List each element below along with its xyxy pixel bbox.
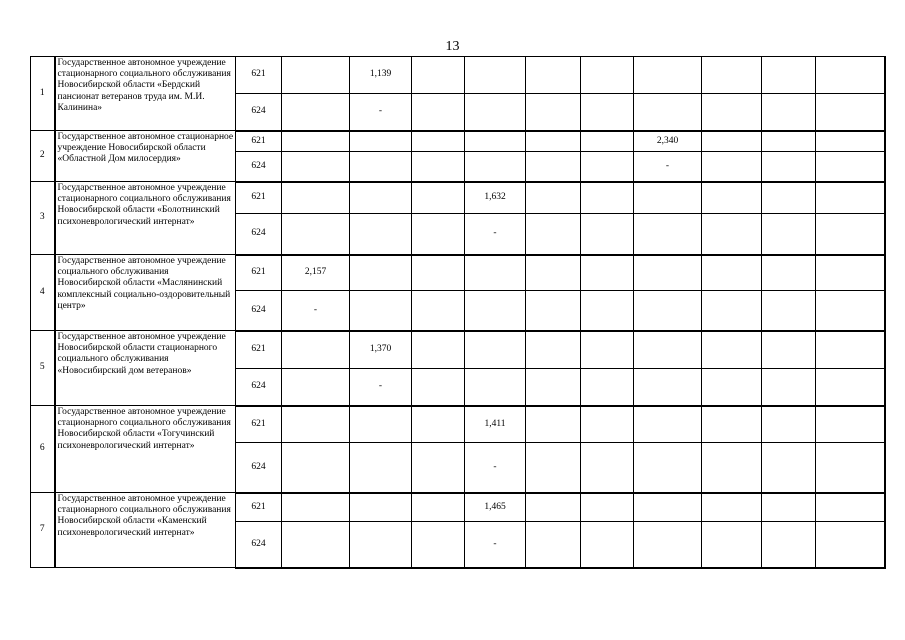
expense-code: 621 [236,131,282,152]
value-cell [282,152,350,182]
value-cell: - [634,152,702,182]
value-cell: - [350,369,412,406]
value-cell [634,369,702,406]
value-cell [465,131,526,152]
value-cell [526,522,581,568]
row-number: 4 [31,255,55,331]
value-cell [762,182,816,214]
value-cell [702,493,762,522]
value-cell [282,406,350,443]
value-cell [465,255,526,291]
table-row [31,131,885,152]
table-row [31,182,885,214]
value-cell [526,291,581,331]
value-cell [526,331,581,369]
value-cell [702,214,762,255]
value-cell [702,131,762,152]
value-cell [465,369,526,406]
table-row [31,331,885,369]
value-cell: 1,139 [350,57,412,94]
value-cell [412,406,465,443]
expense-code: 624 [236,369,282,406]
value-cell [412,214,465,255]
value-cell [282,331,350,369]
value-cell [702,369,762,406]
value-cell: - [465,214,526,255]
institution-name: Государственное автономное учреждение стационарного социального обслуживания Новосибирской области «Каменский психоневрологический интернат» [55,493,236,568]
value-cell [762,406,816,443]
value-cell: - [465,522,526,568]
value-cell [816,443,885,493]
value-cell [634,214,702,255]
value-cell [526,369,581,406]
value-cell [350,255,412,291]
value-cell [816,214,885,255]
value-cell [350,214,412,255]
row-number: 3 [31,182,55,255]
value-cell: - [350,94,412,131]
value-cell [581,131,634,152]
value-cell [634,94,702,131]
table-row [31,255,885,291]
value-cell [526,255,581,291]
institution-name: Государственное автономное стационарное учреждение Новосибирской области «Областной Дом милосердия» [55,131,236,182]
value-cell [581,214,634,255]
value-cell [762,57,816,94]
expense-code: 624 [236,522,282,568]
value-cell [465,57,526,94]
institution-name: Государственное автономное учреждение стационарного социального обслуживания Новосибирской области «Тогучинский психоневрологический интернат» [55,406,236,493]
value-cell [465,94,526,131]
value-cell [816,493,885,522]
institution-name: Государственное автономное учреждение социального обслуживания Новосибирской области «Маслянинский комплексный социально-оздоровительный центр» [55,255,236,331]
value-cell [581,443,634,493]
value-cell [282,57,350,94]
value-cell [282,131,350,152]
expense-code: 624 [236,152,282,182]
value-cell [762,369,816,406]
value-cell [412,94,465,131]
value-cell: 2,340 [634,131,702,152]
value-cell [350,152,412,182]
value-cell: 1,632 [465,182,526,214]
expense-code: 621 [236,57,282,94]
value-cell [412,131,465,152]
value-cell [816,522,885,568]
value-cell [465,291,526,331]
value-cell [412,291,465,331]
value-cell [282,493,350,522]
value-cell [526,493,581,522]
value-cell [762,331,816,369]
value-cell [412,255,465,291]
row-number: 7 [31,493,55,568]
value-cell [762,214,816,255]
value-cell [762,493,816,522]
value-cell [465,331,526,369]
value-cell [282,443,350,493]
value-cell [350,522,412,568]
value-cell [350,291,412,331]
value-cell [762,291,816,331]
row-number: 6 [31,406,55,493]
value-cell [581,522,634,568]
row-number: 2 [31,131,55,182]
value-cell [816,57,885,94]
value-cell [762,522,816,568]
value-cell [581,57,634,94]
value-cell [412,369,465,406]
value-cell [282,214,350,255]
expense-code: 621 [236,493,282,522]
value-cell [465,152,526,182]
value-cell [816,406,885,443]
row-number: 1 [31,57,55,131]
value-cell [412,331,465,369]
expense-code: 624 [236,443,282,493]
value-cell [816,131,885,152]
value-cell [816,152,885,182]
value-cell [581,369,634,406]
value-cell [526,214,581,255]
page-number: 13 [445,39,460,54]
value-cell [581,182,634,214]
value-cell [702,331,762,369]
value-cell [634,493,702,522]
value-cell: 1,411 [465,406,526,443]
value-cell: 1,370 [350,331,412,369]
value-cell [762,152,816,182]
value-cell [702,406,762,443]
value-cell [702,443,762,493]
institution-name: Государственное автономное учреждение стационарного социального обслуживания Новосибирской области «Бердский пансионат ветеранов труда им. М.И. Калинина» [55,57,236,131]
value-cell [816,291,885,331]
value-cell: 1,465 [465,493,526,522]
value-cell: - [465,443,526,493]
value-cell [282,182,350,214]
institution-name: Государственное автономное учреждение стационарного социального обслуживания Новосибирской области «Болотнинский психоневрологический интернат» [55,182,236,255]
value-cell [526,94,581,131]
value-cell: 2,157 [282,255,350,291]
value-cell [762,443,816,493]
value-cell [412,493,465,522]
value-cell [634,182,702,214]
value-cell [350,182,412,214]
value-cell [702,182,762,214]
value-cell [702,57,762,94]
value-cell [526,182,581,214]
row-number: 5 [31,331,55,406]
value-cell [762,255,816,291]
value-cell [526,443,581,493]
value-cell [581,94,634,131]
value-cell [816,255,885,291]
expense-code: 621 [236,406,282,443]
institutions-table [30,56,886,569]
value-cell [412,182,465,214]
value-cell [282,94,350,131]
value-cell [581,255,634,291]
value-cell [581,493,634,522]
value-cell [702,291,762,331]
value-cell [581,331,634,369]
expense-code: 621 [236,255,282,291]
value-cell [816,331,885,369]
value-cell [350,131,412,152]
expense-code: 621 [236,182,282,214]
table-row [31,493,885,522]
expense-code: 624 [236,94,282,131]
value-cell [581,291,634,331]
value-cell [702,152,762,182]
value-cell [816,369,885,406]
value-cell [816,182,885,214]
value-cell [526,57,581,94]
value-cell [412,152,465,182]
value-cell [634,255,702,291]
value-cell [412,522,465,568]
value-cell [634,57,702,94]
value-cell [816,94,885,131]
expense-code: 624 [236,291,282,331]
value-cell [702,94,762,131]
value-cell [526,406,581,443]
value-cell [634,291,702,331]
value-cell [412,443,465,493]
value-cell [762,94,816,131]
value-cell [350,493,412,522]
value-cell [634,443,702,493]
value-cell [412,57,465,94]
value-cell: - [282,291,350,331]
value-cell [581,406,634,443]
value-cell [702,255,762,291]
table-row [31,57,885,94]
expense-code: 621 [236,331,282,369]
value-cell [350,443,412,493]
value-cell [762,131,816,152]
value-cell [702,522,762,568]
value-cell [526,152,581,182]
institution-name: Государственное автономное учреждение Новосибирской области стационарного социального обслуживания «Новосибирский дом ветеранов» [55,331,236,406]
value-cell [634,406,702,443]
value-cell [282,369,350,406]
value-cell [634,331,702,369]
expense-code: 624 [236,214,282,255]
value-cell [526,131,581,152]
value-cell [581,152,634,182]
value-cell [282,522,350,568]
value-cell [634,522,702,568]
table-row [31,406,885,443]
value-cell [350,406,412,443]
